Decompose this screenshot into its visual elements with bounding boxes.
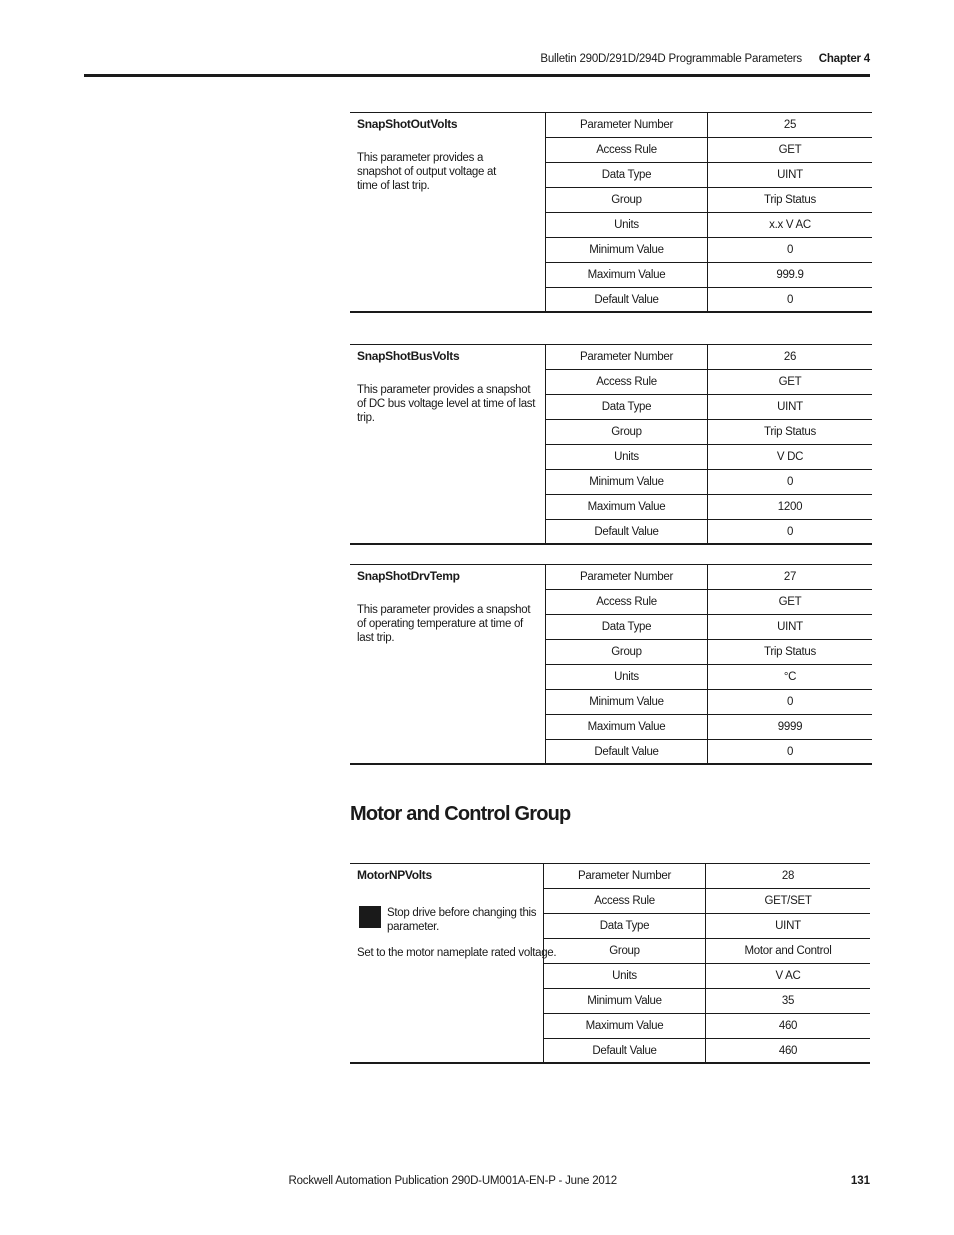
param-table [546,345,872,544]
row-label: Data Type [546,615,708,640]
table-row [546,345,872,370]
row-label: Default Value [546,520,708,545]
table-row [546,213,872,238]
param-info [350,113,546,311]
page-header [84,52,870,72]
row-value: 0 [708,690,873,715]
param-info [350,864,557,1062]
row-label: Default Value [546,740,708,765]
table-row [546,370,872,395]
row-label: Data Type [546,395,708,420]
table-row [546,665,872,690]
param-table [546,565,872,764]
warning-text: Stop drive before changing this parameter. [387,907,537,933]
param-description: This parameter provides a snapshot of DC bus voltage level at time of last trip. [357,384,536,424]
table-row [546,740,872,765]
row-label: Parameter Number [546,113,708,138]
row-value: 0 [786,526,794,538]
row-value: UINT [708,395,873,420]
row-value: GET [708,370,873,395]
row-value: GET/SET [706,889,871,914]
row-label: Default Value [544,1039,706,1064]
table-row [546,520,872,545]
row-label: Access Rule [546,370,708,395]
row-value: 25 [708,113,873,138]
row-value: 460 [706,1014,871,1039]
table-row [544,964,870,989]
table-row [546,420,872,445]
row-value: 9999 [708,715,873,740]
table-row [546,163,872,188]
row-value: Trip Status [708,420,873,445]
param-name: SnapShotOutVolts [357,117,458,131]
row-label: Parameter Number [546,565,708,590]
param-block-motornpvolts [350,863,870,1064]
table-row [546,590,872,615]
param-info [350,565,546,763]
param-info [350,345,546,543]
row-label: Parameter Number [546,345,708,370]
table-row [546,263,872,288]
table-row [546,113,872,138]
table-row [546,615,872,640]
table-row [546,690,872,715]
row-value: V DC [708,445,873,470]
table-row [546,495,872,520]
row-value: GET [708,590,873,615]
row-value: x.x V AC [708,213,873,238]
param-block-snapshotdrvtemp [350,564,872,765]
page-number: 131 [850,1175,870,1187]
row-label: Minimum Value [546,690,708,715]
row-label: Group [546,640,708,665]
param-block-snapshotbusvolts [350,344,872,545]
row-label: Group [546,188,708,213]
table-row [546,470,872,495]
row-label: Access Rule [544,889,706,914]
row-value: UINT [706,914,871,939]
table-row [546,288,872,313]
row-value: 460 [778,1045,798,1057]
row-label: Group [544,939,706,964]
row-label: Parameter Number [544,864,706,889]
row-label: Minimum Value [544,989,706,1014]
header-rule [84,74,870,77]
table-row [544,914,870,939]
row-label: Group [546,420,708,445]
table-row [546,715,872,740]
param-name: SnapShotDrvTemp [357,569,460,583]
row-label: Units [546,445,708,470]
param-note: Set to the motor nameplate rated voltage. [357,947,557,959]
row-label: Access Rule [546,138,708,163]
row-label: Units [546,665,708,690]
row-label: Maximum Value [544,1014,706,1039]
table-row [544,864,870,889]
param-block-snapshotoutvolts [350,112,872,313]
row-value: 0 [786,746,794,758]
table-row [544,939,870,964]
table-row [544,1014,870,1039]
warning-icon [359,906,381,928]
row-label: Minimum Value [546,470,708,495]
param-description: This parameter provides a snapshot of operating temperature at time of last trip. [357,604,531,644]
row-value: 999.9 [708,263,873,288]
footer-publication: Rockwell Automation Publication 290D-UM001A-EN-P - June 2012 [288,1175,617,1187]
row-value: 27 [708,565,873,590]
row-value: 35 [706,989,871,1014]
table-row [546,138,872,163]
row-label: Access Rule [546,590,708,615]
row-value: 0 [786,294,794,306]
row-value: V AC [706,964,871,989]
row-label: Data Type [544,914,706,939]
table-row [546,188,872,213]
table-row [544,989,870,1014]
row-value: UINT [708,163,873,188]
row-label: Default Value [546,288,708,313]
row-value: °C [708,665,873,690]
row-value: 0 [708,470,873,495]
row-value: Motor and Control [706,939,871,964]
table-row [544,1039,870,1064]
table-row [546,445,872,470]
row-label: Minimum Value [546,238,708,263]
table-row [546,640,872,665]
table-row [546,395,872,420]
row-label: Maximum Value [546,495,708,520]
row-value: 1200 [708,495,873,520]
row-label: Maximum Value [546,715,708,740]
table-row [546,238,872,263]
row-value: Trip Status [708,640,873,665]
row-label: Units [544,964,706,989]
table-row [546,565,872,590]
row-label: Data Type [546,163,708,188]
param-description: This parameter provides a snapshot of output voltage at time of last trip. [357,152,496,192]
table-row [544,889,870,914]
row-value: UINT [708,615,873,640]
row-label: Maximum Value [546,263,708,288]
param-name: MotorNPVolts [357,868,432,882]
param-name: SnapShotBusVolts [357,349,460,363]
row-value: 0 [708,238,873,263]
row-value: 26 [708,345,873,370]
header-chapter: Chapter 4 [818,53,870,65]
header-title: Bulletin 290D/291D/294D Programmable Parameters [540,53,802,65]
row-value: 28 [706,864,871,889]
row-label: Units [546,213,708,238]
param-table [544,864,870,1063]
row-value: Trip Status [708,188,873,213]
param-table [546,113,872,312]
row-value: GET [708,138,873,163]
section-heading: Motor and Control Group [350,803,571,825]
